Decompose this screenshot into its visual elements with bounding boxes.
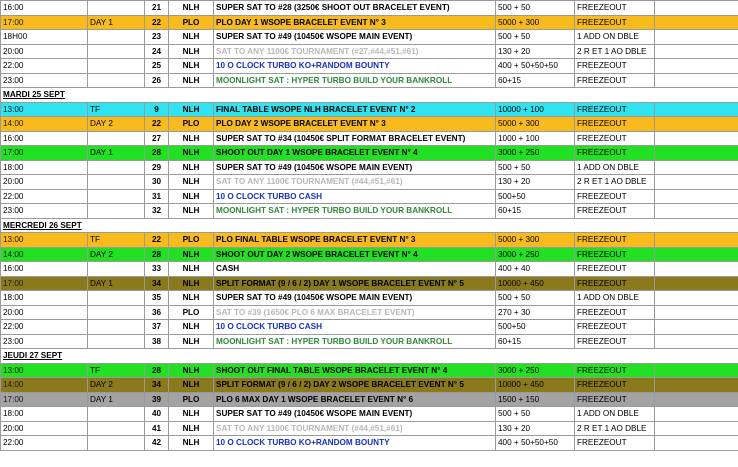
buyin-cell: 5000 + 300 bbox=[496, 117, 575, 132]
event-name-cell: SHOOT OUT FINAL TABLE WSOPE BRACELET EVENT N° 4 bbox=[214, 363, 496, 378]
schedule-row bbox=[1, 291, 738, 306]
time-cell: 14:00 bbox=[1, 117, 88, 132]
game-type-cell: NLH bbox=[169, 363, 214, 378]
event-number-cell: 37 bbox=[145, 320, 169, 335]
format-cell: FREEZEOUT bbox=[575, 15, 655, 30]
day-header-filler bbox=[655, 218, 738, 233]
game-type-cell: NLH bbox=[169, 276, 214, 291]
event-name-cell: 10 O CLOCK TURBO KO+RANDOM BOUNTY bbox=[214, 436, 496, 451]
schedule-row bbox=[1, 15, 738, 30]
time-cell: 23:00 bbox=[1, 334, 88, 349]
game-type-cell: PLO bbox=[169, 392, 214, 407]
game-type-cell: NLH bbox=[169, 44, 214, 59]
day-header-row bbox=[1, 218, 738, 233]
event-name-cell: SHOOT OUT DAY 2 WSOPE BRACELET EVENT N° 4 bbox=[214, 247, 496, 262]
empty-cell bbox=[655, 305, 738, 320]
empty-cell bbox=[655, 1, 738, 16]
day-cell: DAY 1 bbox=[88, 392, 145, 407]
schedule-row bbox=[1, 334, 738, 349]
buyin-cell: 500 + 50 bbox=[496, 291, 575, 306]
schedule-row bbox=[1, 131, 738, 146]
event-number-cell: 32 bbox=[145, 204, 169, 219]
time-cell: 23:00 bbox=[1, 73, 88, 88]
event-name-cell: CASH bbox=[214, 262, 496, 277]
event-name-cell: SPLIT FORMAT (9 / 6 / 2) DAY 1 WSOPE BRACELET EVENT N° 5 bbox=[214, 276, 496, 291]
event-number-cell: 30 bbox=[145, 175, 169, 190]
day-cell: DAY 2 bbox=[88, 247, 145, 262]
empty-cell bbox=[655, 189, 738, 204]
schedule-row bbox=[1, 117, 738, 132]
buyin-cell: 400 + 40 bbox=[496, 262, 575, 277]
buyin-cell: 400 + 50+50+50 bbox=[496, 436, 575, 451]
buyin-cell: 1000 + 100 bbox=[496, 131, 575, 146]
event-number-cell: 34 bbox=[145, 378, 169, 393]
buyin-cell: 1500 + 150 bbox=[496, 392, 575, 407]
event-name-cell: SUPER SAT TO #34 (10450€ SPLIT FORMAT BRACELET EVENT) bbox=[214, 131, 496, 146]
event-name-cell: PLO FINAL TABLE WSOPE BRACELET EVENT N° 3 bbox=[214, 233, 496, 248]
time-cell: 13:00 bbox=[1, 233, 88, 248]
format-cell: FREEZEOUT bbox=[575, 59, 655, 74]
day-header-filler bbox=[145, 218, 169, 233]
time-cell: 18:00 bbox=[1, 291, 88, 306]
game-type-cell: NLH bbox=[169, 73, 214, 88]
event-number-cell: 33 bbox=[145, 262, 169, 277]
buyin-cell: 130 + 20 bbox=[496, 175, 575, 190]
day-cell bbox=[88, 30, 145, 45]
buyin-cell: 10000 + 100 bbox=[496, 102, 575, 117]
event-number-cell: 36 bbox=[145, 305, 169, 320]
day-header-filler bbox=[496, 88, 575, 103]
day-header-filler bbox=[88, 218, 145, 233]
day-cell bbox=[88, 44, 145, 59]
buyin-cell: 500 + 50 bbox=[496, 30, 575, 45]
day-header-filler bbox=[655, 349, 738, 364]
day-header-filler bbox=[214, 88, 496, 103]
event-number-cell: 22 bbox=[145, 117, 169, 132]
event-name-cell: MOONLIGHT SAT : HYPER TURBO BUILD YOUR BANKROLL bbox=[214, 204, 496, 219]
empty-cell bbox=[655, 291, 738, 306]
format-cell: FREEZEOUT bbox=[575, 131, 655, 146]
format-cell: 2 R ET 1 AO DBLE bbox=[575, 44, 655, 59]
game-type-cell: NLH bbox=[169, 320, 214, 335]
buyin-cell: 130 + 20 bbox=[496, 421, 575, 436]
game-type-cell: NLH bbox=[169, 262, 214, 277]
empty-cell bbox=[655, 73, 738, 88]
time-cell: 17:00 bbox=[1, 276, 88, 291]
game-type-cell: NLH bbox=[169, 407, 214, 422]
event-name-cell: FINAL TABLE WSOPE NLH BRACELET EVENT N° 2 bbox=[214, 102, 496, 117]
format-cell: FREEZEOUT bbox=[575, 262, 655, 277]
buyin-cell: 270 + 30 bbox=[496, 305, 575, 320]
event-name-cell: PLO DAY 1 WSOPE BRACELET EVENT N° 3 bbox=[214, 15, 496, 30]
buyin-cell: 60+15 bbox=[496, 73, 575, 88]
format-cell: FREEZEOUT bbox=[575, 233, 655, 248]
event-name-cell: SAT TO ANY 1100€ TOURNAMENT (#27,#44,#51,#61) bbox=[214, 44, 496, 59]
empty-cell bbox=[655, 146, 738, 161]
event-number-cell: 40 bbox=[145, 407, 169, 422]
event-number-cell: 23 bbox=[145, 30, 169, 45]
schedule-row bbox=[1, 160, 738, 175]
empty-cell bbox=[655, 363, 738, 378]
empty-cell bbox=[655, 436, 738, 451]
buyin-cell: 500 + 50 bbox=[496, 160, 575, 175]
schedule-row bbox=[1, 30, 738, 45]
format-cell: FREEZEOUT bbox=[575, 334, 655, 349]
time-cell: 20:00 bbox=[1, 175, 88, 190]
event-number-cell: 25 bbox=[145, 59, 169, 74]
day-header-filler bbox=[169, 349, 214, 364]
schedule-row bbox=[1, 233, 738, 248]
schedule-body bbox=[1, 1, 738, 451]
empty-cell bbox=[655, 15, 738, 30]
day-header-filler bbox=[145, 88, 169, 103]
event-number-cell: 9 bbox=[145, 102, 169, 117]
event-name-cell: PLO 6 MAX DAY 1 WSOPE BRACELET EVENT N° 6 bbox=[214, 392, 496, 407]
game-type-cell: PLO bbox=[169, 233, 214, 248]
game-type-cell: NLH bbox=[169, 175, 214, 190]
event-number-cell: 28 bbox=[145, 146, 169, 161]
game-type-cell: NLH bbox=[169, 102, 214, 117]
empty-cell bbox=[655, 160, 738, 175]
event-name-cell: SAT TO ANY 1100€ TOURNAMENT (#44,#51,#61) bbox=[214, 175, 496, 190]
format-cell: 2 R ET 1 AO DBLE bbox=[575, 421, 655, 436]
day-cell bbox=[88, 73, 145, 88]
time-cell: 18:00 bbox=[1, 407, 88, 422]
time-cell: 14:00 bbox=[1, 247, 88, 262]
empty-cell bbox=[655, 320, 738, 335]
game-type-cell: NLH bbox=[169, 59, 214, 74]
event-number-cell: 21 bbox=[145, 1, 169, 16]
game-type-cell: NLH bbox=[169, 189, 214, 204]
format-cell: FREEZEOUT bbox=[575, 276, 655, 291]
event-name-cell: SUPER SAT TO #49 (10450€ WSOPE MAIN EVENT) bbox=[214, 30, 496, 45]
empty-cell bbox=[655, 233, 738, 248]
buyin-cell: 3000 + 250 bbox=[496, 363, 575, 378]
event-number-cell: 28 bbox=[145, 363, 169, 378]
event-name-cell: SAT TO ANY 1100€ TOURNAMENT (#44,#51,#61) bbox=[214, 421, 496, 436]
day-header-filler bbox=[496, 218, 575, 233]
empty-cell bbox=[655, 102, 738, 117]
format-cell: FREEZEOUT bbox=[575, 73, 655, 88]
day-cell bbox=[88, 160, 145, 175]
day-cell: DAY 1 bbox=[88, 276, 145, 291]
time-cell: 16:00 bbox=[1, 262, 88, 277]
day-header-filler bbox=[145, 349, 169, 364]
day-cell bbox=[88, 1, 145, 16]
buyin-cell: 130 + 20 bbox=[496, 44, 575, 59]
day-header-filler bbox=[496, 349, 575, 364]
game-type-cell: NLH bbox=[169, 334, 214, 349]
time-cell: 13:00 bbox=[1, 102, 88, 117]
schedule-row bbox=[1, 320, 738, 335]
event-name-cell: 10 O CLOCK TURBO CASH bbox=[214, 320, 496, 335]
game-type-cell: NLH bbox=[169, 421, 214, 436]
empty-cell bbox=[655, 117, 738, 132]
event-number-cell: 27 bbox=[145, 131, 169, 146]
empty-cell bbox=[655, 131, 738, 146]
format-cell: FREEZEOUT bbox=[575, 392, 655, 407]
buyin-cell: 3000 + 250 bbox=[496, 247, 575, 262]
buyin-cell: 500+50 bbox=[496, 189, 575, 204]
buyin-cell: 10000 + 450 bbox=[496, 276, 575, 291]
schedule-row bbox=[1, 73, 738, 88]
day-header-filler bbox=[169, 218, 214, 233]
format-cell: FREEZEOUT bbox=[575, 146, 655, 161]
day-cell bbox=[88, 305, 145, 320]
schedule-row bbox=[1, 392, 738, 407]
day-cell: TF bbox=[88, 102, 145, 117]
empty-cell bbox=[655, 392, 738, 407]
event-name-cell: MOONLIGHT SAT : HYPER TURBO BUILD YOUR BANKROLL bbox=[214, 73, 496, 88]
game-type-cell: NLH bbox=[169, 378, 214, 393]
day-header-filler bbox=[214, 218, 496, 233]
buyin-cell: 60+15 bbox=[496, 204, 575, 219]
time-cell: 22:00 bbox=[1, 189, 88, 204]
schedule-row bbox=[1, 146, 738, 161]
day-header-filler bbox=[575, 218, 655, 233]
day-cell bbox=[88, 262, 145, 277]
schedule-row bbox=[1, 363, 738, 378]
format-cell: 1 ADD ON DBLE bbox=[575, 407, 655, 422]
event-number-cell: 24 bbox=[145, 44, 169, 59]
event-name-cell: SUPER SAT TO #49 (10450€ WSOPE MAIN EVENT) bbox=[214, 160, 496, 175]
event-number-cell: 39 bbox=[145, 392, 169, 407]
time-cell: 17:00 bbox=[1, 392, 88, 407]
format-cell: FREEZEOUT bbox=[575, 320, 655, 335]
day-cell bbox=[88, 436, 145, 451]
game-type-cell: NLH bbox=[169, 1, 214, 16]
empty-cell bbox=[655, 59, 738, 74]
buyin-cell: 500 + 50 bbox=[496, 1, 575, 16]
empty-cell bbox=[655, 334, 738, 349]
day-cell bbox=[88, 320, 145, 335]
event-number-cell: 22 bbox=[145, 233, 169, 248]
event-number-cell: 29 bbox=[145, 160, 169, 175]
schedule-row bbox=[1, 262, 738, 277]
day-cell bbox=[88, 131, 145, 146]
buyin-cell: 500 + 50 bbox=[496, 407, 575, 422]
day-header-label: JEUDI 27 SEPT bbox=[1, 349, 88, 364]
time-cell: 22:00 bbox=[1, 436, 88, 451]
time-cell: 16:00 bbox=[1, 1, 88, 16]
time-cell: 23:00 bbox=[1, 204, 88, 219]
schedule-row bbox=[1, 102, 738, 117]
schedule-row bbox=[1, 276, 738, 291]
day-header-label: MERCREDI 26 SEPT bbox=[1, 218, 88, 233]
time-cell: 20:00 bbox=[1, 44, 88, 59]
empty-cell bbox=[655, 421, 738, 436]
buyin-cell: 3000 + 250 bbox=[496, 146, 575, 161]
game-type-cell: NLH bbox=[169, 160, 214, 175]
time-cell: 17:00 bbox=[1, 15, 88, 30]
schedule-row bbox=[1, 59, 738, 74]
day-header-filler bbox=[169, 88, 214, 103]
empty-cell bbox=[655, 247, 738, 262]
day-cell bbox=[88, 175, 145, 190]
time-cell: 22:00 bbox=[1, 320, 88, 335]
event-number-cell: 35 bbox=[145, 291, 169, 306]
time-cell: 13:00 bbox=[1, 363, 88, 378]
time-cell: 16:00 bbox=[1, 131, 88, 146]
format-cell: 1 ADD ON DBLE bbox=[575, 291, 655, 306]
format-cell: FREEZEOUT bbox=[575, 117, 655, 132]
day-cell bbox=[88, 59, 145, 74]
time-cell: 22:00 bbox=[1, 59, 88, 74]
time-cell: 20:00 bbox=[1, 305, 88, 320]
format-cell: FREEZEOUT bbox=[575, 363, 655, 378]
event-number-cell: 38 bbox=[145, 334, 169, 349]
event-number-cell: 41 bbox=[145, 421, 169, 436]
buyin-cell: 400 + 50+50+50 bbox=[496, 59, 575, 74]
day-cell bbox=[88, 204, 145, 219]
event-name-cell: SAT TO #39 (1650€ PLO 6 MAX BRACELET EVENT) bbox=[214, 305, 496, 320]
event-number-cell: 22 bbox=[145, 15, 169, 30]
format-cell: FREEZEOUT bbox=[575, 436, 655, 451]
format-cell: 1 ADD ON DBLE bbox=[575, 160, 655, 175]
event-name-cell: MOONLIGHT SAT : HYPER TURBO BUILD YOUR BANKROLL bbox=[214, 334, 496, 349]
format-cell: FREEZEOUT bbox=[575, 102, 655, 117]
day-cell bbox=[88, 334, 145, 349]
schedule-row bbox=[1, 204, 738, 219]
day-cell: DAY 2 bbox=[88, 117, 145, 132]
empty-cell bbox=[655, 44, 738, 59]
format-cell: FREEZEOUT bbox=[575, 189, 655, 204]
event-name-cell: SHOOT OUT DAY 1 WSOPE BRACELET EVENT N° 4 bbox=[214, 146, 496, 161]
format-cell: FREEZEOUT bbox=[575, 378, 655, 393]
game-type-cell: NLH bbox=[169, 291, 214, 306]
day-cell: TF bbox=[88, 233, 145, 248]
format-cell: 1 ADD ON DBLE bbox=[575, 30, 655, 45]
game-type-cell: NLH bbox=[169, 247, 214, 262]
time-cell: 20:00 bbox=[1, 421, 88, 436]
event-name-cell: SUPER SAT TO #49 (10450€ WSOPE MAIN EVENT) bbox=[214, 407, 496, 422]
game-type-cell: NLH bbox=[169, 30, 214, 45]
schedule-row bbox=[1, 44, 738, 59]
schedule-row bbox=[1, 305, 738, 320]
event-number-cell: 42 bbox=[145, 436, 169, 451]
event-name-cell: 10 O CLOCK TURBO KO+RANDOM BOUNTY bbox=[214, 59, 496, 74]
event-number-cell: 34 bbox=[145, 276, 169, 291]
game-type-cell: NLH bbox=[169, 131, 214, 146]
game-type-cell: NLH bbox=[169, 204, 214, 219]
schedule-row bbox=[1, 189, 738, 204]
buyin-cell: 60+15 bbox=[496, 334, 575, 349]
day-cell bbox=[88, 421, 145, 436]
empty-cell bbox=[655, 175, 738, 190]
event-number-cell: 26 bbox=[145, 73, 169, 88]
buyin-cell: 5000 + 300 bbox=[496, 15, 575, 30]
day-cell: DAY 1 bbox=[88, 15, 145, 30]
schedule-row bbox=[1, 175, 738, 190]
format-cell: FREEZEOUT bbox=[575, 305, 655, 320]
empty-cell bbox=[655, 262, 738, 277]
day-cell bbox=[88, 407, 145, 422]
format-cell: FREEZEOUT bbox=[575, 1, 655, 16]
day-cell bbox=[88, 291, 145, 306]
buyin-cell: 500+50 bbox=[496, 320, 575, 335]
schedule-row bbox=[1, 1, 738, 16]
format-cell: 2 R ET 1 AO DBLE bbox=[575, 175, 655, 190]
event-number-cell: 28 bbox=[145, 247, 169, 262]
day-cell bbox=[88, 189, 145, 204]
schedule-row bbox=[1, 421, 738, 436]
time-cell: 18:00 bbox=[1, 160, 88, 175]
game-type-cell: NLH bbox=[169, 436, 214, 451]
event-name-cell: SPLIT FORMAT (9 / 6 / 2) DAY 2 WSOPE BRACELET EVENT N° 5 bbox=[214, 378, 496, 393]
day-header-filler bbox=[575, 349, 655, 364]
schedule-row bbox=[1, 436, 738, 451]
day-header-row bbox=[1, 88, 738, 103]
game-type-cell: PLO bbox=[169, 305, 214, 320]
event-name-cell: SUPER SAT TO #28 (3250€ SHOOT OUT BRACELET EVENT) bbox=[214, 1, 496, 16]
event-name-cell: SUPER SAT TO #49 (10450€ WSOPE MAIN EVENT) bbox=[214, 291, 496, 306]
schedule-row bbox=[1, 407, 738, 422]
day-header-label: MARDI 25 SEPT bbox=[1, 88, 88, 103]
game-type-cell: NLH bbox=[169, 146, 214, 161]
format-cell: FREEZEOUT bbox=[575, 247, 655, 262]
empty-cell bbox=[655, 276, 738, 291]
empty-cell bbox=[655, 30, 738, 45]
time-cell: 18H00 bbox=[1, 30, 88, 45]
event-name-cell: 10 O CLOCK TURBO CASH bbox=[214, 189, 496, 204]
game-type-cell: PLO bbox=[169, 15, 214, 30]
schedule-row bbox=[1, 378, 738, 393]
day-header-filler bbox=[214, 349, 496, 364]
day-cell: TF bbox=[88, 363, 145, 378]
day-header-filler bbox=[88, 88, 145, 103]
event-number-cell: 31 bbox=[145, 189, 169, 204]
empty-cell bbox=[655, 378, 738, 393]
day-cell: DAY 1 bbox=[88, 146, 145, 161]
buyin-cell: 5000 + 300 bbox=[496, 233, 575, 248]
time-cell: 14:00 bbox=[1, 378, 88, 393]
buyin-cell: 10000 + 450 bbox=[496, 378, 575, 393]
day-cell: DAY 2 bbox=[88, 378, 145, 393]
event-name-cell: PLO DAY 2 WSOPE BRACELET EVENT N° 3 bbox=[214, 117, 496, 132]
time-cell: 17:00 bbox=[1, 146, 88, 161]
empty-cell bbox=[655, 204, 738, 219]
game-type-cell: PLO bbox=[169, 117, 214, 132]
day-header-filler bbox=[88, 349, 145, 364]
schedule-row bbox=[1, 247, 738, 262]
format-cell: FREEZEOUT bbox=[575, 204, 655, 219]
day-header-filler bbox=[575, 88, 655, 103]
empty-cell bbox=[655, 407, 738, 422]
day-header-row bbox=[1, 349, 738, 364]
day-header-filler bbox=[655, 88, 738, 103]
